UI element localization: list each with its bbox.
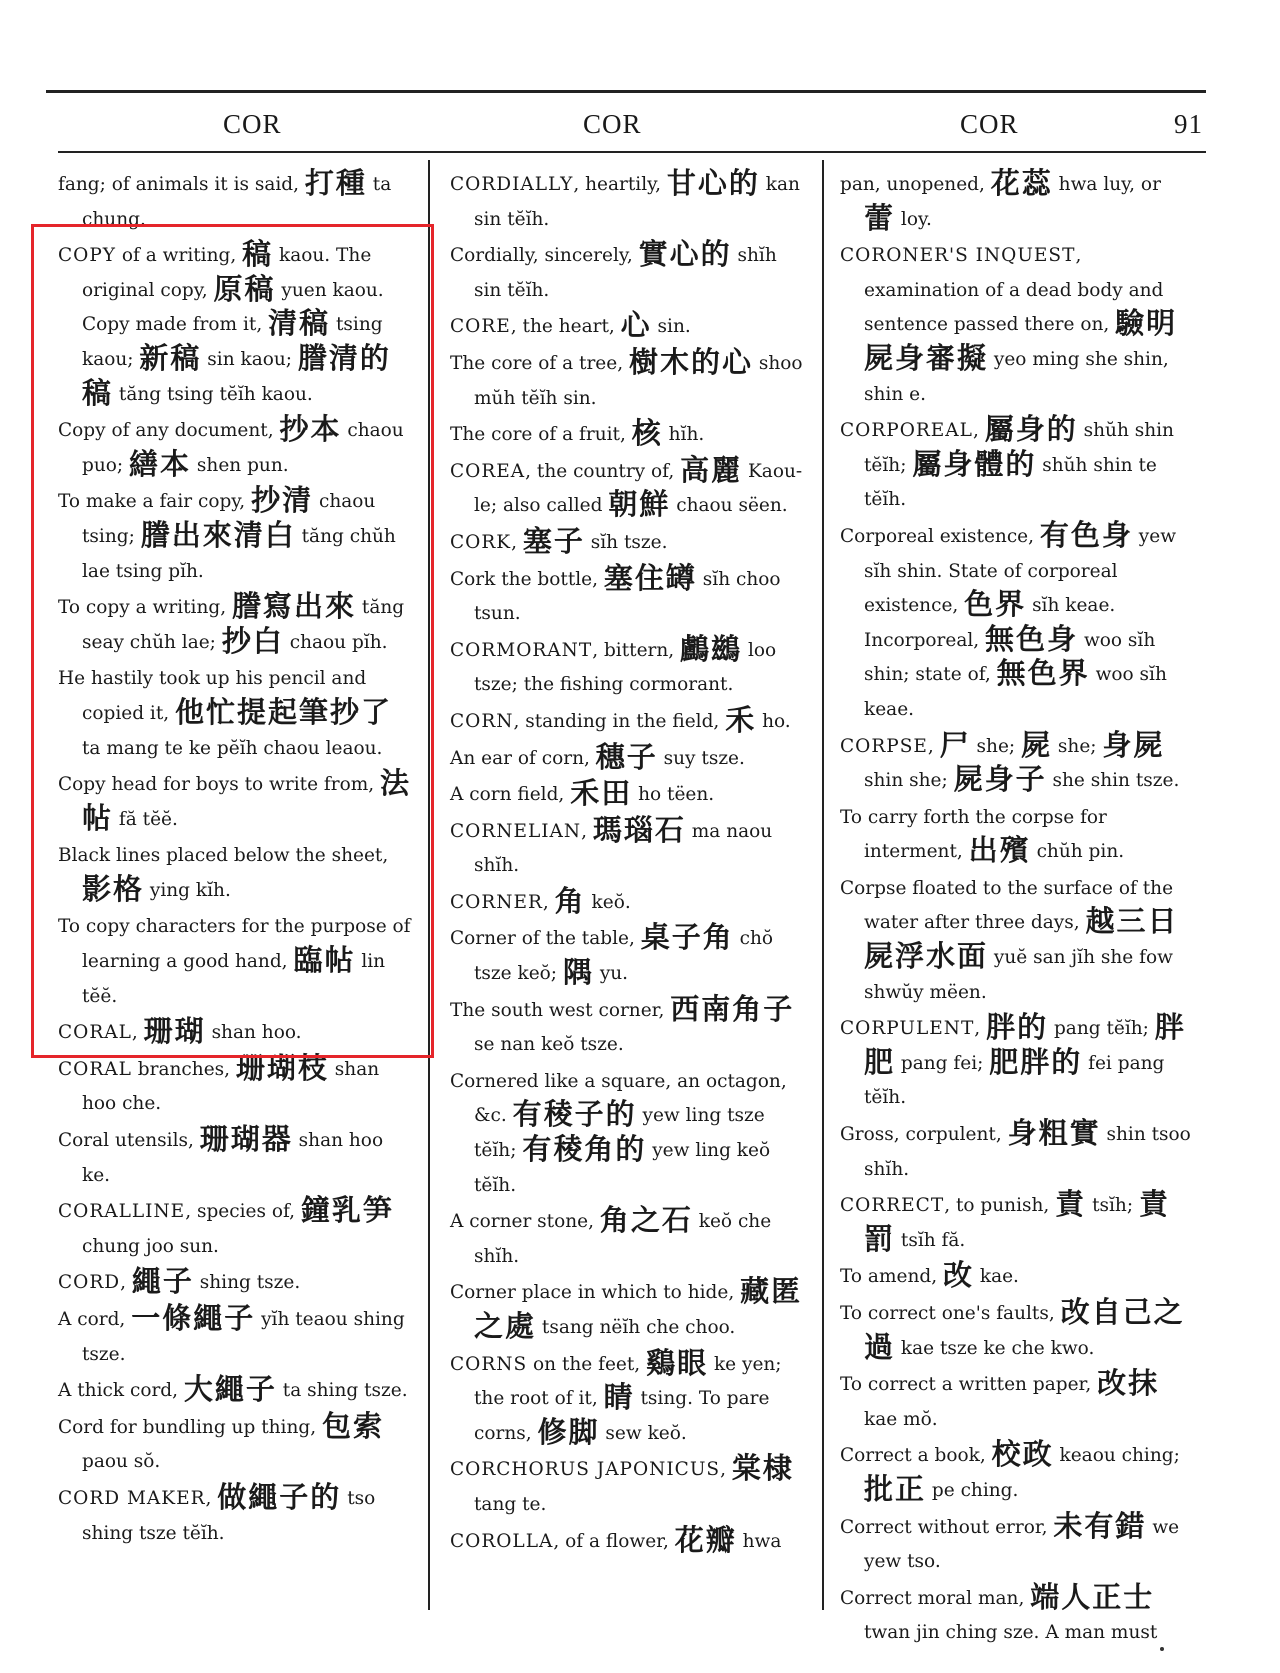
definition-text: Corporeal existence, xyxy=(840,525,1040,547)
definition-text: , xyxy=(974,1018,987,1040)
definition-text: tsĭh fă. xyxy=(895,1229,966,1251)
dictionary-entry xyxy=(450,739,806,777)
headword: CORPOREAL xyxy=(840,420,973,442)
definition-text: , standing in the field, xyxy=(513,710,726,732)
chinese-characters: 修脚 xyxy=(537,1414,600,1449)
chinese-characters: 塞住罇 xyxy=(603,560,697,595)
dictionary-entry xyxy=(840,517,1192,728)
definition-text: woo sĭh keae. xyxy=(864,664,1167,720)
chinese-characters: 影格 xyxy=(82,871,145,906)
dictionary-entry xyxy=(450,922,806,991)
definition-text: , xyxy=(581,820,593,842)
chinese-characters: 他忙提起筆抄了 xyxy=(175,694,393,729)
definition-text: , bittern, xyxy=(592,639,681,661)
dictionary-entry xyxy=(58,1195,414,1264)
definition-text: ma naou shĭh. xyxy=(474,820,773,877)
dictionary-entry xyxy=(840,1368,1192,1437)
dictionary-entry xyxy=(58,1266,414,1301)
dictionary-entry xyxy=(840,1118,1192,1187)
definition-text: shŭh shin tĕĭh; xyxy=(864,420,1174,476)
column-3 xyxy=(840,166,1192,1644)
header-left: COR xyxy=(223,109,282,139)
dictionary-entry xyxy=(58,1479,414,1551)
chinese-characters: 身粗實 xyxy=(1007,1116,1101,1151)
headword: CORCHORUS JAPONICUS xyxy=(450,1459,721,1481)
dictionary-entry xyxy=(450,168,806,237)
chinese-characters: 臨帖 xyxy=(293,943,356,978)
dictionary-entry xyxy=(840,801,1192,870)
definition-text: chung joo sun. xyxy=(82,1235,219,1257)
definition-text: Correct without error, xyxy=(840,1516,1054,1538)
chinese-characters: 朝鮮 xyxy=(608,487,671,522)
chinese-characters: 蕾 xyxy=(864,200,896,235)
definition-text: yu. xyxy=(593,963,629,985)
headword: CORK xyxy=(450,531,512,553)
dictionary-entry xyxy=(450,523,806,561)
definition-text: chŭh pin. xyxy=(1030,841,1125,863)
definition-text: woo sĭh shin; state of, xyxy=(864,629,1156,686)
definition-text: she; xyxy=(1052,735,1103,757)
chinese-characters: 驗明屍身審擬 xyxy=(864,306,1178,375)
definition-text: , the country of, xyxy=(525,460,681,482)
definition-text: , xyxy=(720,1459,732,1481)
chinese-characters: 出殯 xyxy=(968,833,1031,868)
chinese-characters: 抄白 xyxy=(221,623,284,658)
chinese-characters: 桌子角 xyxy=(640,920,734,955)
definition-text: To amend, xyxy=(840,1266,943,1288)
definition-text: To correct a written paper, xyxy=(840,1374,1098,1396)
definition-text: chaou puo; xyxy=(82,420,404,476)
headword: CORNER xyxy=(450,891,543,913)
chinese-characters: 端人正士 xyxy=(1030,1579,1155,1614)
definition-text: Cork the bottle, xyxy=(450,568,604,590)
highlight-box xyxy=(31,224,434,1058)
chinese-characters: 樹木的心 xyxy=(628,344,753,379)
dictionary-entry xyxy=(450,452,806,524)
chinese-characters: 清稿 xyxy=(268,306,331,341)
chinese-characters: 塞子 xyxy=(522,523,585,558)
definition-text: yew ling tsze tĕĭh; xyxy=(474,1105,765,1162)
definition-text: chŏ tsze keŏ; xyxy=(474,928,774,985)
definition-text: loo tsze; the fishing cormorant. xyxy=(474,639,777,696)
definition-text: To copy characters for the purpose of learning a good hand, xyxy=(58,916,411,973)
chinese-characters: 鷄眼 xyxy=(646,1345,709,1380)
definition-text: Corner of the table, xyxy=(450,928,641,950)
chinese-characters: 越三日屍浮水面 xyxy=(864,904,1179,974)
dictionary-entry xyxy=(450,310,806,345)
dictionary-entry xyxy=(450,560,806,632)
definition-text: The core of a fruit, xyxy=(450,424,632,446)
definition-text: kae mŏ. xyxy=(864,1408,938,1430)
chinese-characters: 屍身子 xyxy=(953,762,1047,797)
chinese-characters: 校政 xyxy=(991,1437,1054,1472)
definition-text: twan jin ching sze. A man must xyxy=(864,1622,1158,1644)
dictionary-entry xyxy=(58,1124,414,1193)
definition-text: shan hoo. xyxy=(205,1022,302,1044)
chinese-characters: 改抹 xyxy=(1097,1366,1160,1401)
definition-text: , xyxy=(511,531,523,553)
definition-text: shin she; xyxy=(864,770,954,792)
dictionary-entry xyxy=(450,1522,806,1560)
chinese-characters: 屬身體的 xyxy=(912,446,1037,481)
definition-text: tăng chŭh lae tsing pĭh. xyxy=(82,525,396,582)
chinese-characters: 隅 xyxy=(562,955,594,990)
chinese-characters: 瑪瑙石 xyxy=(592,812,686,847)
headword: COREA xyxy=(450,460,526,482)
dictionary-entry xyxy=(450,702,806,740)
chinese-characters: 實心的 xyxy=(638,237,732,272)
headword: CORNELIAN xyxy=(450,820,582,842)
definition-text: keŏ che shĭh. xyxy=(474,1211,772,1267)
definition-text: Correct a book, xyxy=(840,1445,992,1467)
chinese-characters: 胖的 xyxy=(986,1010,1049,1045)
definition-text: Black lines placed below the sheet, xyxy=(58,845,389,867)
definition-text: He hastily took up his pencil and copied it, xyxy=(58,668,367,724)
dictionary-entry xyxy=(840,1012,1192,1116)
definition-text: tsang nëĭh che choo. xyxy=(536,1317,736,1338)
chinese-characters: 有色身 xyxy=(1039,517,1133,552)
dictionary-entry xyxy=(450,1453,806,1522)
headword: CORDIALLY xyxy=(450,174,574,195)
definition-text: shin tsoo shĭh. xyxy=(864,1124,1191,1180)
chinese-characters: 有稜子的 xyxy=(512,1097,637,1132)
definition-text: Coral utensils, xyxy=(58,1130,200,1152)
definition-text: , xyxy=(972,420,985,442)
chinese-characters: 改 xyxy=(942,1258,974,1293)
definition-text: kaou. The original copy, xyxy=(82,245,372,301)
chinese-characters: 新稿 xyxy=(139,340,202,375)
definition-text: sin kaou; xyxy=(201,348,298,370)
dictionary-entry xyxy=(450,239,806,308)
chinese-characters: 一條繩子 xyxy=(131,1301,256,1335)
headword: CORMORANT xyxy=(450,639,593,661)
definition-text: loy. xyxy=(895,208,932,230)
definition-text: ta shing tsze. xyxy=(276,1380,408,1402)
definition-text: sĭh tsze. xyxy=(584,531,668,553)
definition-text: paou sŏ. xyxy=(82,1451,161,1473)
definition-text: keaou ching; xyxy=(1053,1445,1180,1467)
dictionary-entry xyxy=(840,168,1192,237)
chinese-characters: 謄寫出來 xyxy=(231,589,356,624)
chinese-characters: 珊瑚 xyxy=(143,1014,206,1049)
definition-text: shoo mŭh tĕĭh sin. xyxy=(474,352,803,409)
chinese-characters: 甘心的 xyxy=(666,166,760,200)
dictionary-entry xyxy=(450,1276,806,1345)
headword: CORRECT xyxy=(840,1195,945,1217)
dictionary-entry xyxy=(450,991,806,1063)
definition-text: Kaou-le; also called xyxy=(474,460,803,517)
headword: COPY xyxy=(58,245,116,267)
definition-text: Corpse floated to the surface of the water after three days, xyxy=(840,877,1174,934)
definition-text: shen pun. xyxy=(191,454,289,476)
definition-text: The south west corner, xyxy=(450,999,671,1021)
definition-text: , xyxy=(131,1022,144,1044)
definition-text: A cord, xyxy=(58,1309,132,1330)
dictionary-entry xyxy=(450,631,806,703)
definition-text: A thick cord, xyxy=(58,1380,184,1402)
definition-text: ta mang te ke pĕĭh chaou leaou. xyxy=(82,737,383,759)
headword: CORAL xyxy=(58,1058,132,1080)
definition-text: suy tsze. xyxy=(657,747,745,769)
definition-text: Corner place in which to hide, xyxy=(450,1282,741,1304)
headword: CORE xyxy=(450,316,511,338)
chinese-characters: 繕本 xyxy=(129,446,192,481)
headword: COROLLA xyxy=(450,1530,554,1552)
definition-text: hwa xyxy=(736,1530,782,1552)
dictionary-entry xyxy=(450,1205,806,1274)
headword: CORD MAKER xyxy=(58,1487,206,1509)
headword: CORPSE xyxy=(840,735,928,757)
header-right: COR xyxy=(960,109,1019,139)
chinese-characters: 有稜角的 xyxy=(522,1132,647,1167)
definition-text: hwa luy, or xyxy=(1052,174,1161,195)
definition-text: chaou sëen. xyxy=(670,495,788,517)
dictionary-entry xyxy=(58,1374,414,1409)
definition-text: branches, xyxy=(131,1058,236,1080)
definition-text: A corner stone, xyxy=(450,1211,600,1233)
chinese-characters: 未有錯 xyxy=(1053,1508,1147,1543)
definition-text: ho tëen. xyxy=(632,784,715,806)
definition-text: Copy head for boys to write from, xyxy=(58,774,381,796)
chinese-characters: 花蕊 xyxy=(990,166,1053,200)
chinese-characters: 屍 xyxy=(1021,727,1053,762)
chinese-characters: 打種 xyxy=(304,166,367,200)
definition-text: A corn field, xyxy=(450,784,571,806)
definition-text: shŭh shin te tĕĭh. xyxy=(864,454,1157,511)
definition-text: shan hoo ke. xyxy=(82,1130,384,1186)
dictionary-entry xyxy=(58,1408,414,1480)
definition-text: To make a fair copy, xyxy=(58,491,252,513)
definition-text: we yew tso. xyxy=(864,1516,1180,1573)
definition-text: shing tsze. xyxy=(193,1272,301,1294)
headword: CORONER'S INQUEST xyxy=(840,245,1076,267)
dictionary-entry xyxy=(58,1303,414,1372)
dictionary-entry xyxy=(450,1065,806,1203)
headword: CORD xyxy=(58,1272,121,1294)
definition-text: ho. xyxy=(756,710,791,732)
definition-text: Cord for bundling up thing, xyxy=(58,1416,322,1438)
chinese-characters: 鐘乳笋 xyxy=(300,1193,394,1228)
definition-text: fang; of animals it is said, xyxy=(58,174,305,195)
definition-text: ying kĭh. xyxy=(144,879,231,901)
chinese-characters: 鸕鷀 xyxy=(680,631,743,666)
chinese-characters: 責 xyxy=(1055,1187,1087,1222)
definition-text: ke yen; the root of it, xyxy=(474,1353,782,1410)
chinese-characters: 無色界 xyxy=(996,656,1090,691)
chinese-characters: 肥胖的 xyxy=(989,1044,1083,1079)
definition-text: Correct moral man, xyxy=(840,1587,1031,1609)
definition-text: yuen kaou. Copy made from it, xyxy=(82,279,384,336)
definition-text: yeo ming she shin, shin e. xyxy=(864,348,1169,405)
definition-text: pang tĕĭh; xyxy=(1048,1018,1155,1040)
definition-text: kae. xyxy=(973,1266,1019,1288)
chinese-characters: 抄清 xyxy=(251,483,314,518)
definition-text: Gross, corpulent, xyxy=(840,1124,1008,1146)
definition-text: tsĭh; xyxy=(1086,1195,1139,1217)
headword: CORNS xyxy=(450,1353,528,1375)
definition-text: of a writing, xyxy=(115,245,243,267)
definition-text: chaou tsing; xyxy=(82,491,376,547)
definition-text: To carry forth the corpse for interment, xyxy=(840,806,1107,863)
dictionary-entry xyxy=(450,883,806,921)
definition-text: pang fei; xyxy=(895,1052,990,1074)
chinese-characters: 批正 xyxy=(864,1471,927,1506)
dictionary-entry xyxy=(840,727,1192,799)
chinese-characters: 責罰 xyxy=(864,1187,1170,1256)
dictionary-entry xyxy=(840,1508,1192,1580)
chinese-characters: 原稿 xyxy=(213,271,276,306)
dictionary-entry xyxy=(450,344,806,416)
definition-text: , xyxy=(205,1487,218,1509)
chinese-characters: 珊瑚器 xyxy=(199,1122,293,1157)
definition-text: shĭh sin tĕĭh. xyxy=(474,245,777,301)
definition-text: shan hoo che. xyxy=(82,1058,380,1115)
dictionary-entry xyxy=(840,239,1192,412)
definition-text: hĭh. xyxy=(662,424,705,446)
chinese-characters: 謄出來清白 xyxy=(140,517,296,552)
column-2 xyxy=(450,168,806,1598)
definition-text: chaou pĭh. xyxy=(283,631,388,653)
headword: CORAL xyxy=(58,1022,132,1044)
chinese-characters: 改自己之過 xyxy=(864,1295,1185,1364)
column-divider-2 xyxy=(822,160,824,1610)
chinese-characters: 色界 xyxy=(964,587,1027,622)
definition-text: sĭh keae. Incorporeal, xyxy=(864,595,1116,651)
definition-text: sin. xyxy=(651,316,691,338)
definition-text: tăng seay chŭh lae; xyxy=(82,597,405,653)
definition-text: Cornered like a square, an octagon, &c. xyxy=(450,1070,787,1127)
chinese-characters: 法帖 xyxy=(82,766,412,835)
definition-text: keŏ. xyxy=(585,891,631,913)
definition-text: she shin tsze. xyxy=(1046,770,1180,792)
definition-text: on the feet, xyxy=(527,1353,647,1375)
chinese-characters: 角 xyxy=(554,883,586,918)
chinese-characters: 睛 xyxy=(603,1380,635,1415)
definition-text: tsing kaou; xyxy=(82,314,383,370)
chinese-characters: 大繩子 xyxy=(183,1372,277,1407)
chinese-characters: 角之石 xyxy=(599,1203,693,1238)
definition-text: sĭh choo tsun. xyxy=(474,568,781,625)
chinese-characters: 稿 xyxy=(242,237,274,272)
headword: CORALLINE xyxy=(58,1201,186,1223)
chinese-characters: 做繩子的 xyxy=(217,1479,342,1514)
definition-text: yew ling keŏ tĕĭh. xyxy=(474,1140,771,1196)
definition-text: , the heart, xyxy=(510,316,621,338)
definition-text: The core of a tree, xyxy=(450,352,629,374)
definition-text: sew keŏ. xyxy=(599,1422,687,1444)
definition-text: , species of, xyxy=(185,1201,301,1223)
definition-text: fei pang tĕĭh. xyxy=(864,1052,1165,1109)
chinese-characters: 無色身 xyxy=(985,621,1079,656)
definition-text: Copy of any document, xyxy=(58,420,280,442)
definition-text: To copy a writing, xyxy=(58,597,232,619)
definition-text: , xyxy=(927,735,940,757)
dictionary-entry xyxy=(840,872,1192,1010)
ink-speck xyxy=(1160,1647,1164,1651)
definition-text: Cordially, sincerely, xyxy=(450,245,639,267)
dictionary-entry xyxy=(840,1297,1192,1366)
chinese-characters: 珊瑚枝 xyxy=(235,1050,329,1085)
definition-text: , examination of a dead body and sentence passed there on, xyxy=(864,245,1164,336)
headword: CORPULENT xyxy=(840,1018,975,1040)
definition-text: tso shing tsze tĕĭh. xyxy=(82,1487,376,1544)
definition-text: pe ching. xyxy=(926,1479,1019,1501)
definition-text: ta chung. xyxy=(82,174,392,230)
dictionary-entry xyxy=(840,414,1192,518)
page-number: 91 xyxy=(1174,109,1203,139)
chinese-characters: 花瓣 xyxy=(674,1522,737,1557)
definition-text: tăng tsing tĕĭh kaou. xyxy=(113,383,313,405)
chinese-characters: 謄清的稿 xyxy=(82,340,391,410)
definition-text: , xyxy=(120,1272,132,1294)
chinese-characters: 繩子 xyxy=(131,1264,194,1299)
dictionary-entry xyxy=(840,1260,1192,1295)
chinese-characters: 禾田 xyxy=(570,776,633,811)
chinese-characters: 棠棣 xyxy=(731,1451,794,1486)
definition-text: yew sĭh shin. State of corporeal existence, xyxy=(864,525,1177,617)
definition-text: kan sin tĕĭh. xyxy=(474,174,800,230)
chinese-characters: 身屍 xyxy=(1102,727,1165,762)
chinese-characters: 核 xyxy=(631,416,663,451)
definition-text: , of a flower, xyxy=(553,1530,675,1552)
chinese-characters: 高麗 xyxy=(680,452,743,487)
chinese-characters: 禾 xyxy=(725,702,757,737)
dictionary-entry xyxy=(840,1189,1192,1258)
dictionary-entry xyxy=(58,1050,414,1122)
chinese-characters: 心 xyxy=(620,308,652,343)
definition-text: An ear of corn, xyxy=(450,747,596,769)
chinese-characters: 藏匿之處 xyxy=(474,1274,803,1343)
definition-text: pan, unopened, xyxy=(840,174,991,195)
dictionary-entry xyxy=(450,812,806,884)
definition-text: yuĕ san jĭh she fow shwŭy mëen. xyxy=(864,947,1173,1003)
definition-text: lin tĕĕ. xyxy=(82,951,386,1007)
header-center: COR xyxy=(583,109,642,139)
definition-text: , heartily, xyxy=(573,174,667,195)
definition-text: she; xyxy=(970,735,1022,757)
dictionary-entry xyxy=(840,1579,1192,1651)
definition-text: kae tsze ke che kwo. xyxy=(895,1337,1095,1359)
dictionary-entry xyxy=(450,778,806,813)
top-rule xyxy=(46,90,1206,93)
chinese-characters: 抄本 xyxy=(279,412,342,447)
definition-text: , xyxy=(542,891,555,913)
definition-text: , to punish, xyxy=(944,1195,1056,1217)
chinese-characters: 穗子 xyxy=(595,739,658,774)
definition-text: tang te. xyxy=(474,1493,547,1515)
definition-text: yĭh teaou shing tsze. xyxy=(82,1309,405,1365)
header-rule xyxy=(58,151,1206,153)
chinese-characters: 西南角子 xyxy=(670,991,795,1026)
chinese-characters: 尸 xyxy=(939,727,971,762)
chinese-characters: 屬身的 xyxy=(984,412,1078,447)
chinese-characters: 胖肥 xyxy=(864,1010,1186,1079)
dictionary-entry xyxy=(450,418,806,453)
definition-text: fă tĕĕ. xyxy=(113,808,178,830)
running-header xyxy=(48,103,1203,147)
dictionary-entry xyxy=(840,1439,1192,1508)
definition-text: To correct one's faults, xyxy=(840,1303,1061,1324)
headword: CORN xyxy=(450,710,514,732)
definition-text: tsing. To pare corns, xyxy=(474,1388,770,1444)
dictionary-entry xyxy=(450,1345,806,1452)
chinese-characters: 包索 xyxy=(321,1408,384,1443)
definition-text: se nan keŏ tsze. xyxy=(474,1034,624,1056)
